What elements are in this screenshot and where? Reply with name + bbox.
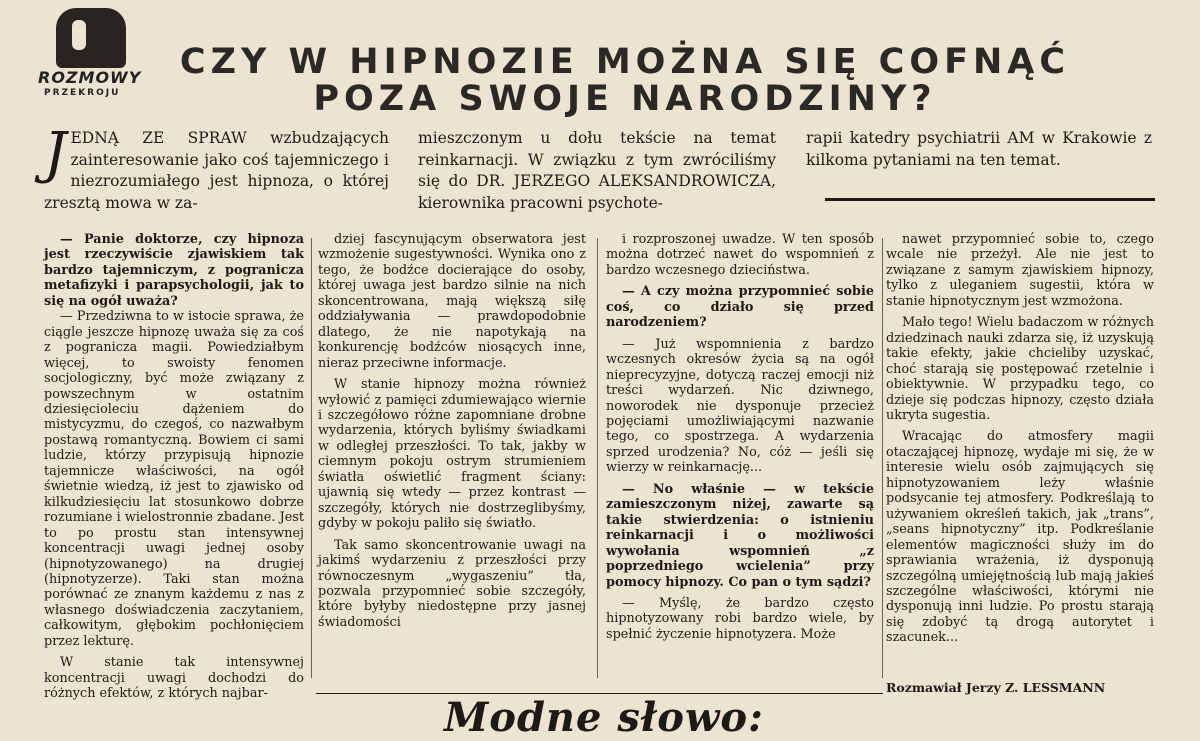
column-divider: [882, 238, 883, 678]
paragraph: nawet przypomnieć sobie to, czego wcale nie przeżył. Ale nie jest to związane z samym zjawiskiem hipnozy, tylko z uleganiem sugestii, która w stanie hipnotycznym jest wzmożona.: [886, 232, 1154, 309]
paragraph: Wracając do atmosfery magii otaczającej hipnozę, wydaje mi się, że w interesie wielu osób zajmujących się hipnotyzowaniem leży właśnie podsycanie tej atmosfery. Podkreślają to używaniem określeń takich, jak „trans”, „seans hipnotyczny” itp. Podkreślanie elementów magiczności służy im do sprawiania wrażenia, iż dysponują szczególną umiejętnością lub mają jakieś szczególne właściwości, którymi nie dysponują inni ludzie. Po prostu starają się zdobyć tą drogą autorytet i szacunek...: [886, 429, 1154, 646]
question: — A czy można przypomnieć sobie coś, co działo się przed narodzeniem?: [606, 284, 874, 331]
body-column-2: [318, 232, 586, 630]
interviewer-credit: Rozmawiał Jerzy Z. LESSMANN: [886, 680, 1106, 695]
next-article-title: Modne słowo:: [444, 694, 764, 741]
paragraph: Mało tego! Wielu badaczom w różnych dziedzinach nauki zdarza się, iż uzyskują takie efekty, jakie chcieliby uzyskać, choć starają się postępować rzetelnie i obiektywnie. W przypadku tego, co dzieje się podczas hipnozy, często działa ukryta sugestia.: [886, 315, 1154, 423]
intro-divider: [825, 198, 1155, 201]
paragraph: Tak samo skoncentrowanie uwagi na jakimś wydarzeniu z przeszłości przy równoczesnym „wygaszeniu” tła, pozwala przypomnieć sobie szczegóły, które byłyby niedostępne przy jasnej świadomości: [318, 537, 586, 630]
intro-column-2: mieszczonym u dołu tekście na temat reinkarnacji. W związku z tym zwróciliśmy się do DR. JERZEGO ALEKSANDROWICZA, kierownika pracowni psychote-: [418, 129, 776, 212]
headline-line-2: POZA SWOJE NARODZINY?: [313, 79, 937, 119]
paragraph: W stanie hipnozy można również wyłowić z pamięci zdumiewająco wiernie i szczegółowo różne zapomniane drobne wydarzenia, których byliśmy świadkami w odległej przeszłości. To tak, jakby w ciemnym pokoju ostrym strumieniem światła oświetlić fragment ściany: ujawnią się wtedy — przez kontrast — szczegóły, których nie dostrzeglibyśmy, gdyby w pokoju paliło się światło.: [318, 377, 586, 532]
article-headline: [150, 44, 1100, 118]
intro-column-1: [44, 121, 389, 214]
intro-column-3: rapii katedry psychiatrii AM w Krakowie z kilkoma pytaniami na ten temat.: [806, 129, 1152, 169]
column-divider: [311, 238, 312, 678]
body-column-3: [606, 232, 874, 642]
headline-line-1: CZY W HIPNOZIE MOŻNA SIĘ COFNĄĆ: [179, 42, 1071, 82]
body-column-4: [886, 232, 1154, 646]
paragraph: i rozproszonej uwadze. W ten sposób można dotrzeć nawet do wspomnień z bardzo wczesnego dzieciństwa.: [606, 232, 874, 278]
paragraph: — Myślę, że bardzo często hipnotyzowany robi bardzo wiele, by spełnić życzenie hipnotyzera. Może: [606, 595, 874, 642]
logo-figure-icon: [56, 8, 126, 68]
body-column-1: [44, 232, 304, 702]
magazine-column-logo: [38, 8, 142, 104]
logo-brand: ROZMOWY: [38, 68, 142, 87]
paragraph: — Już wspomnienia z bardzo wczesnych okresów życia są na ogół nieprecyzyjne, dotyczą raczej emocji niż treści wydarzeń. Nic dziwnego, noworodek nie dysponuje przecież pojęciami umożliwiającymi nazwanie tego, co spostrzega. A wydarzenia sprzed urodzenia? No, cóż — jeśli się wierzy w reinkarnację...: [606, 336, 874, 476]
column-divider: [597, 238, 598, 678]
paragraph: — Przedziwna to w istocie sprawa, że ciągle jeszcze hipnozę uważa się za coś z pogranicza magii. Powiedziałbym więcej, to swoisty fenomen socjologiczny, być może związany z powszechnym w ostatnim dziesięcioleciu dążeniem do mistycyzmu, do czegoś, co nazwałbym postawą romantyczną. Bowiem ci sami ludzie, którzy przypisują hipnozie tajemnicze właściwości, na ogół świetnie wiedzą, iż jest to zjawisko od kilkudziesięciu lat stosunkowo dobrze rozumiane i wielostronnie zbadane. Jest to po prostu stan intensywnej koncentracji uwagi jednej osoby (hipnotyzowanego) na drugiej (hipnotyzerze). Taki stan można porównać ze znanym każdemu z nas z własnego doświadczenia zaczytaniem, całkowitym, głębokim pochłonięciem przez lekturę.: [44, 309, 304, 649]
drop-cap: J: [44, 121, 67, 186]
question: — Panie doktorze, czy hipnoza jest rzeczywiście zjawiskiem tak bardzo tajemniczym, z pogranicza metafizyki i parapsychologii, jak to się na ogół uważa?: [44, 232, 304, 309]
question: — No właśnie — w tekście zamieszczonym niżej, zawarte są takie stwierdzenia: o istnieniu reinkarnacji i o możliwości wywołania wspomnień „z poprzedniego wcielenia” przy pomocy hipnozy. Co pan o tym sądzi?: [606, 481, 874, 590]
intro-text-1: EDNĄ ZE SPRAW wzbudzających zainteresowanie jako coś tajemniczego i niezrozumiałego jest hipnoza, o której zresztą mowa w za-: [44, 129, 389, 212]
logo-subtitle: PRZEKROJU: [44, 88, 121, 98]
paragraph: dziej fascynującym obserwatora jest wzmożenie sugestywności. Wynika ono z tego, że bodźce docierające do osoby, której uwaga jest bardzo silnie na nich skoncentrowana, mają większą siłę oddziaływania — prawdopodobnie dlatego, że nie napotykają na konkurencję bodźców niosących inne, nieraz przeciwne informacje.: [318, 232, 586, 371]
paragraph: W stanie tak intensywnej koncentracji uwagi dochodzi do różnych efektów, z których najbar-: [44, 655, 304, 702]
